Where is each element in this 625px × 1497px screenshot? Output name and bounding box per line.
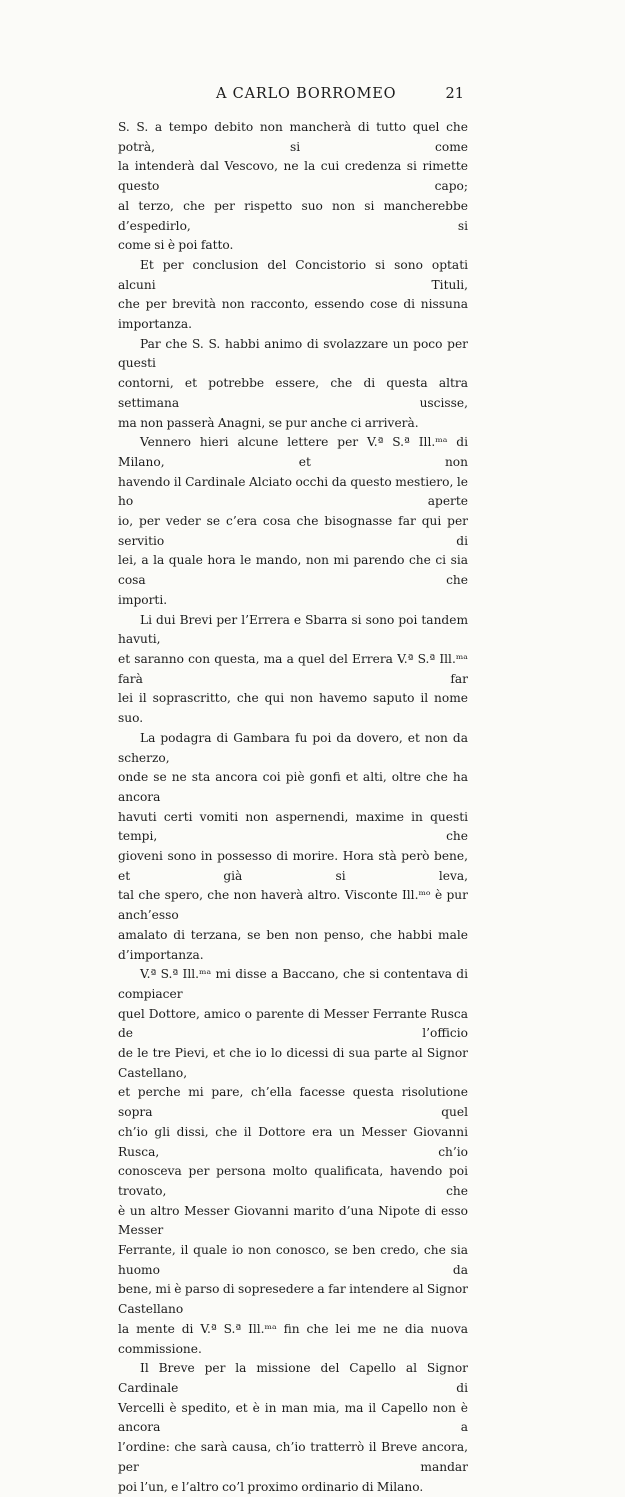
text-line: Ferrante, il quale io non conosco, se ben credo, che sia huomo da [118,1243,468,1277]
text-line: S. S. a tempo debito non mancherà di tutto quel che potrà, si come [118,120,468,154]
text-line: et saranno con questa, ma a quel del Errera V.ª S.ª Ill.ᵐᵃ farà far [118,651,468,686]
text-line: bene, mi è parso di sopresedere a far intendere al Signor Castellano [118,1282,468,1317]
text-line: al terzo, che per rispetto suo non si mancherebbe d’espedirlo, si [118,198,468,233]
page-header [118,86,464,106]
page-number: 21 [445,86,464,102]
text-line: io, per veder se c’era cosa che bisognasse far qui per servitio di [118,514,468,548]
text-line: che per brevità non racconto, essendo cose di nissuna importanza. [118,297,468,332]
text-line: contorni, et potrebbe essere, che di questa altra settimana uscisse, [118,376,468,410]
body-text [118,118,468,1497]
text-line: Vercelli è spedito, et è in man mia, ma il Capello non è ancora a [118,1400,468,1435]
text-line: ch’io gli dissi, che il Dottore era un Messer Giovanni Rusca, ch’io [118,1124,468,1159]
text-line: Vennero hieri alcune lettere per V.ª S.ª Ill.ᵐᵃ di Milano, et non [118,435,468,469]
text-line: La podagra di Gambara fu poi da dovero, et non da scherzo, [118,730,468,765]
running-title: A CARLO BORROMEO [216,86,397,102]
text-line: et perche mi pare, ch’ella facesse questa risolutione sopra quel [118,1085,468,1120]
text-line: importi. [118,592,168,607]
text-line: V.ª S.ª Ill.ᵐᵃ mi disse a Baccano, che si contentava di compiacer [118,967,468,1001]
text-line: la intenderà dal Vescovo, ne la cui credenza si rimette questo capo; [118,159,468,194]
text-line: l’ordine: che sarà causa, ch’io tratterrò il Breve ancora, per mandar [118,1440,468,1474]
text-line: tal che spero, che non haverà altro. Visconte Ill.ᵐᵒ è pur anch’esso [118,888,468,923]
text-line: poi l’un, e l’altro co’l proximo ordinario di Milano. [118,1479,424,1494]
text-line: conosceva per persona molto qualificata, havendo poi trovato, che [118,1164,468,1198]
text-line: la mente di V.ª S.ª Ill.ᵐᵃ fin che lei me ne dia nuova commissione. [118,1321,468,1356]
text-line: come si è poi fatto. [118,238,234,253]
text-line: havuti certi vomiti non aspernendi, maxime in questi tempi, che [118,809,468,844]
text-line: havendo il Cardinale Alciato occhi da questo mestiero, le ho aperte [118,474,468,509]
text-line: Il Breve per la missione del Capello al Signor Cardinale di [118,1361,468,1395]
text-line: Et per conclusion del Concistorio si sono optati alcuni Tituli, [118,257,468,292]
text-line: ma non passerà Anagni, se pur anche ci arriverà. [118,415,419,430]
text-line: amalato di terzana, se ben non penso, che habbi male d’importanza. [118,927,468,962]
text-line: Li dui Brevi per l’Errera e Sbarra si sono poi tandem havuti, [118,612,468,647]
text-line: è un altro Messer Giovanni marito d’una Nipote di esso Messer [118,1203,468,1238]
text-line: gioveni sono in possesso di morire. Hora stà però bene, et già si leva, [118,849,468,883]
text-line: onde se ne sta ancora coi piè gonfi et alti, oltre che ha ancora [118,770,468,804]
text-line: lei il soprascritto, che qui non havemo saputo il nome suo. [118,691,468,726]
text-line: Par che S. S. habbi animo di svolazzare un poco per questi [118,336,468,371]
text-line: lei, a la quale hora le mando, non mi parendo che ci sia cosa che [118,553,468,588]
text-line: quel Dottore, amico o parente di Messer Ferrante Rusca de l’officio [118,1006,468,1041]
text-line: de le tre Pievi, et che io lo dicessi di sua parte al Signor Castellano, [118,1046,468,1080]
